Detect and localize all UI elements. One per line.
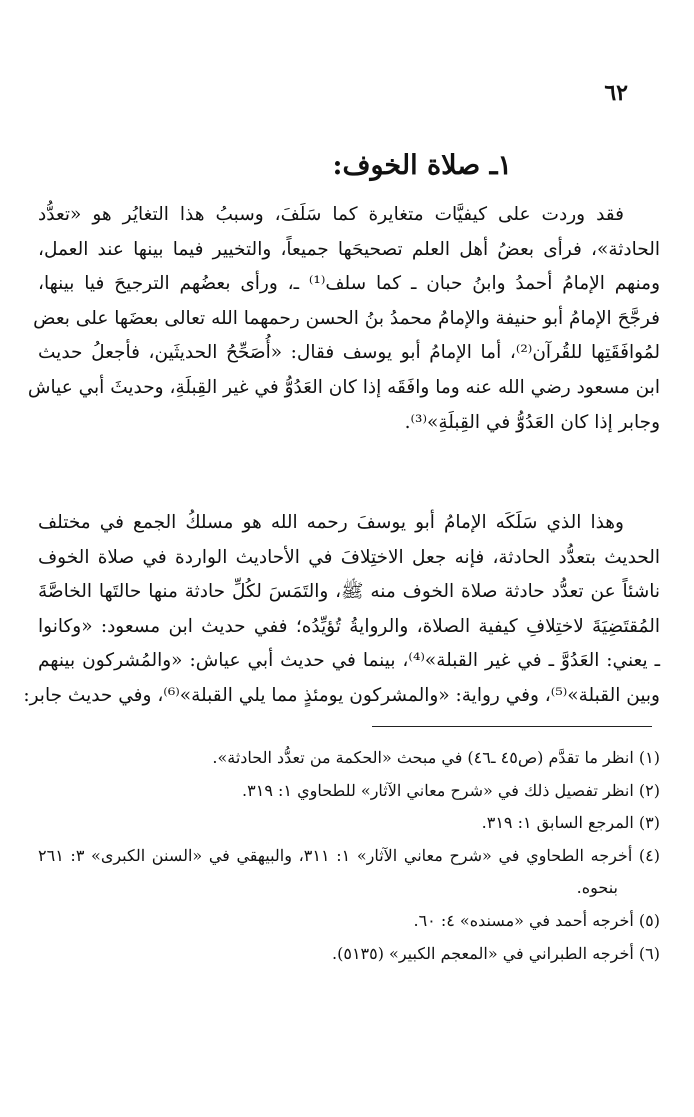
text-line: ابن مسعود رضي الله عنه وما وافَقَه إذا كان العَدُوُّ في غير القِبلَةِ، وحديثَ أبي عياش bbox=[27, 376, 660, 398]
text-line: وبين القبلة»⁽⁵⁾، وفي رواية: «والمشركون يومئذٍ مما يلي القبلة»⁽⁶⁾، وفي حديث جابر: bbox=[23, 684, 660, 706]
text-line: ـ يعني: العَدُوَّ ـ في غير القبلة»⁽⁴⁾، بينما في حديث أبي عياش: «والمُشركون بينهم bbox=[38, 650, 660, 672]
text-line: فقد وردت على كيفيَّات متغايرة كما سَلَفَ، وسببُ هذا التغايُر هو «تعدُّد bbox=[38, 204, 624, 225]
footnote-divider bbox=[372, 726, 652, 727]
footnote-4-continuation: بنحوه. bbox=[576, 878, 618, 898]
text-line: فرجَّحَ الإمامُ أبو حنيفة والإمامُ محمدُ بنُ الحسن رحمهما الله تعالى بعضَها على بعض bbox=[33, 307, 660, 329]
paragraph-2 bbox=[23, 506, 660, 714]
footnote-2: (٢) انظر تفصيل ذلك في «شرح معاني الآثار» للطحاوي ١: ٣١٩. bbox=[242, 780, 660, 800]
text-line: لمُوافَقَتِها للقُرآن⁽²⁾، أما الإمامُ أبو يوسف فقال: «أُصَحِّحُ الحديثَين، فأجعلُ حديث bbox=[38, 342, 660, 364]
text-line: ومنهم الإمامُ أحمدُ وابنُ حبان ـ كما سلف⁽¹⁾ ـ، ورأى بعضُهم الترجيحَ فيا بينها، bbox=[38, 273, 661, 295]
footnotes bbox=[38, 742, 660, 970]
text-line: وجابر إذا كان العَدُوُّ في القِبلَةِ»⁽³⁾. bbox=[404, 411, 660, 433]
section-heading: ١ـ صلاة الخوف: bbox=[332, 150, 512, 181]
footnote-4: (٤) أخرجه الطحاوي في «شرح معاني الآثار» ١: ٣١١، والبيهقي في «السنن الكبرى» ٣: ٢٦١ bbox=[38, 845, 660, 865]
text-line: وهذا الذي سَلَكَه الإمامُ أبو يوسفَ رحمه الله هو مسلكُ الجمع في مختلف bbox=[38, 512, 624, 533]
footnote-5: (٥) أخرجه أحمد في «مسنده» ٤: ٦٠. bbox=[413, 910, 660, 930]
footnote-6: (٦) أخرجه الطبراني في «المعجم الكبير» (٥١٣٥). bbox=[332, 943, 660, 963]
paragraph-1 bbox=[27, 198, 661, 440]
text-line: المُقتَضِيَةَ لاختِلافِ كيفية الصلاة، والروايةُ تُؤيِّدُه؛ ففي حديث ابن مسعود: «وكانوا bbox=[38, 615, 660, 637]
text-line: الحديث بتعدُّد الحادثة، فإنه جعل الاختِلافَ في الأحاديث الواردة في صلاة الخوف bbox=[38, 546, 660, 568]
footnote-1: (١) انظر ما تقدَّم (ص٤٥ ـ٤٦) في مبحث «الحكمة من تعدُّد الحادثة». bbox=[212, 748, 660, 767]
text-line: ناشئاً عن تعدُّد حادثة صلاة الخوف منه ﷺ، والتَمَسَ لكُلِّ حادثة منها حالتَها الخاصَّةَ bbox=[38, 581, 660, 603]
text-line: الحادثة»، فرأى بعضُ أهل العلم تصحيحَها جميعاً، والتخيير فيما بينها عند العمل، bbox=[38, 238, 660, 260]
page-number: ٦٢ bbox=[604, 80, 628, 106]
footnote-3: (٣) المرجع السابق ١: ٣١٩. bbox=[481, 813, 660, 833]
